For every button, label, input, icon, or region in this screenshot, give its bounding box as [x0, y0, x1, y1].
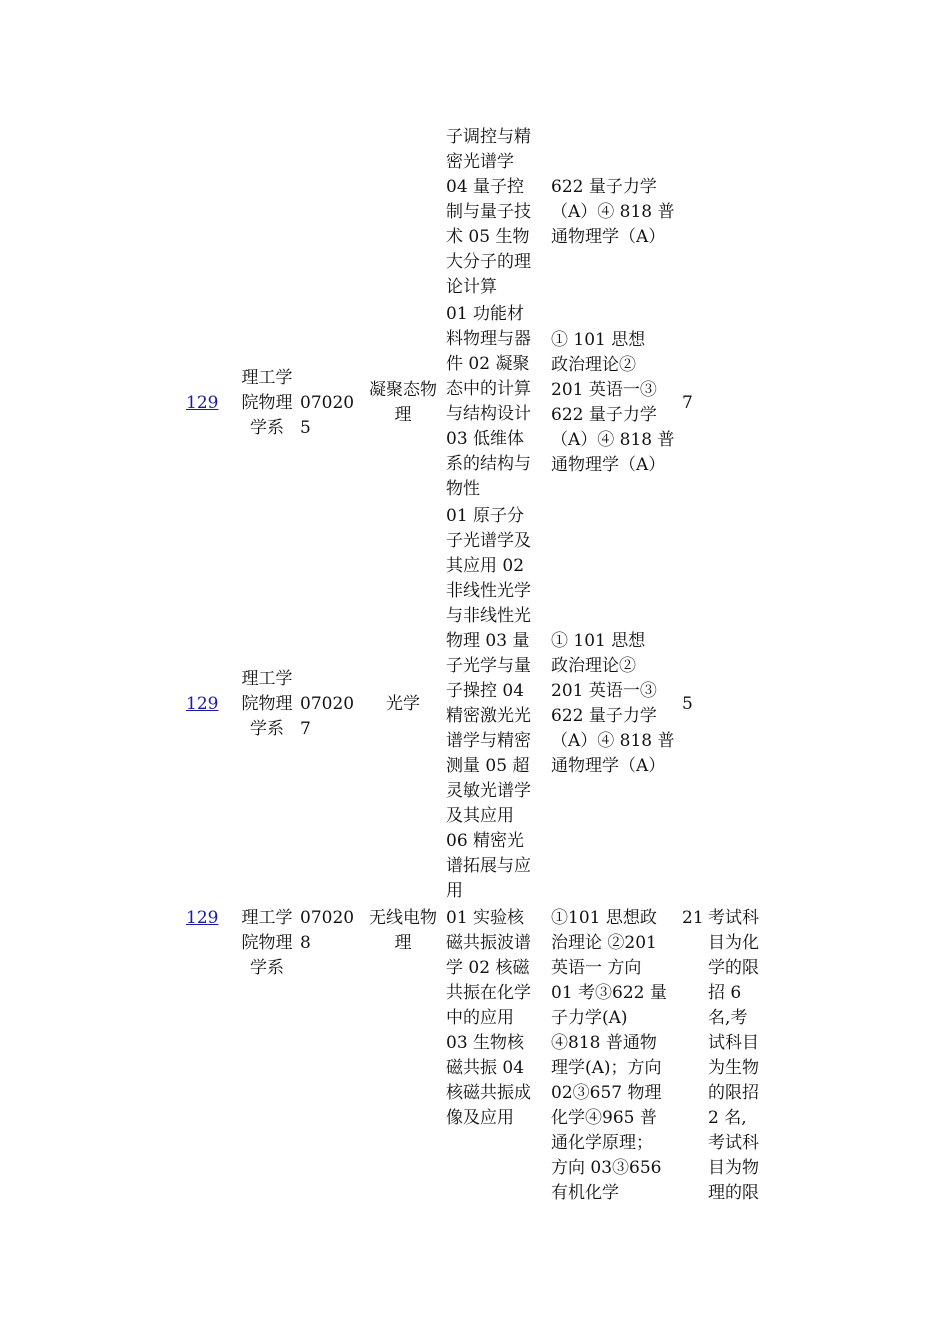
enrollment-count-cell: 5 — [682, 694, 693, 714]
exam-subjects-cell: 622 量子力学 （A）④ 818 普 通物理学（A） — [551, 177, 675, 247]
exam-subjects-cell: ①101 思想政 治理论 ②201 英语一 方向 01 考③622 量 子力学(A) ④818 普通物 理学(A)；方向 02③657 物理 化学④965 普 通化学原理； 方向 03③656 有机化学 — [551, 908, 667, 1203]
remarks-cell: 考试科 目为化 学的限 招 6 名,考 试科目 为生物 的限招 2 名, 考试科 目为物 理的限 — [708, 908, 759, 1203]
exam-subjects-cell: ① 101 思想 政治理论② 201 英语一③ 622 量子力学 （A）④ 818 普 通物理学（A） — [551, 631, 675, 776]
research-directions-cell: 01 功能材 料物理与器 件 02 凝聚 态中的计算 与结构设计 03 低维体 系的结构与 物性 — [446, 304, 531, 499]
major-code-cell: 070205 — [300, 393, 355, 438]
major-code-cell: 070207 — [300, 694, 355, 739]
department-code-link[interactable]: 129 — [186, 694, 219, 714]
research-directions-cell: 子调控与精 密光谱学 04 量子控 制与量子技 术 05 生物 大分子的理 论计算 — [446, 127, 531, 297]
enrollment-count-cell: 7 — [682, 393, 693, 413]
major-code-cell: 070208 — [300, 908, 355, 953]
department-code-link[interactable]: 129 — [186, 393, 219, 413]
major-name-cell: 无线电物 理 — [369, 908, 437, 953]
research-directions-cell: 01 原子分 子光谱学及 其应用 02 非线性光学 与非线性光 物理 03 量 子光学与量 子操控 04 精密激光光 谱学与精密 测量 05 超 灵敏光谱学 及其应用 06 精密光 谱拓展与应 用 — [446, 506, 531, 901]
major-name-cell: 凝聚态物 理 — [369, 380, 437, 425]
research-directions-cell: 01 实验核 磁共振波谱 学 02 核磁 共振在化学 中的应用 03 生物核 磁共振 04 核磁共振成 像及应用 — [446, 908, 531, 1128]
department-name-cell: 理工学 院物理 学系 — [241, 908, 293, 978]
department-name-cell: 理工学 院物理 学系 — [241, 669, 293, 739]
exam-subjects-cell: ① 101 思想 政治理论② 201 英语一③ 622 量子力学 （A）④ 818 普 通物理学（A） — [551, 330, 675, 475]
enrollment-count-cell: 21 — [682, 908, 704, 928]
department-code-link[interactable]: 129 — [186, 908, 219, 928]
major-name-cell: 光学 — [386, 694, 420, 714]
department-name-cell: 理工学 院物理 学系 — [241, 368, 293, 438]
